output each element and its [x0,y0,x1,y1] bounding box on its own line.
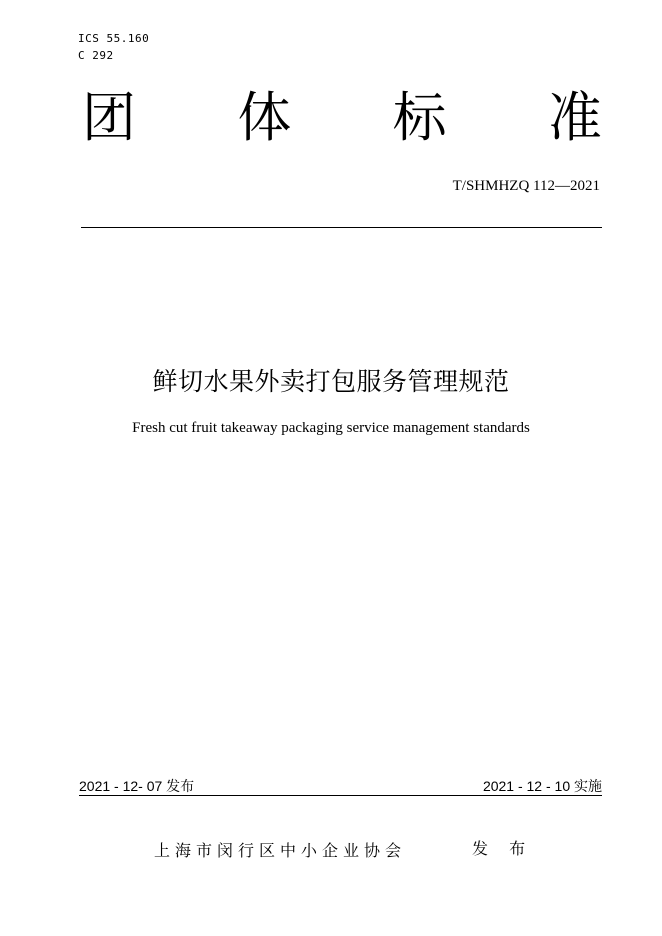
footer-divider [79,795,602,796]
implementation-date: 2021 - 12 - 10 实施 [482,778,602,794]
document-type-char: 体 [237,86,292,149]
ccs-code: C 292 [78,49,114,62]
chinese-title: 鲜切水果外卖打包服务管理规范 [152,367,510,396]
english-title: Fresh cut fruit takeaway packaging service management standards [132,420,530,436]
document-type-char: 团 [82,86,136,149]
ics-code: ICS 55.160 [78,32,150,45]
header-divider [81,227,602,228]
publishing-organization: 上海市闵行区中小企业协会 [154,841,407,860]
document-type-heading [82,88,602,148]
issue-date: 2021 - 12- 07 发布 [79,778,195,794]
document-type-char: 标 [392,86,447,149]
standard-number: T/SHMHZQ 112—2021 [452,178,600,194]
document-type-char: 准 [547,86,602,149]
publish-label: 发 布 [472,839,534,858]
